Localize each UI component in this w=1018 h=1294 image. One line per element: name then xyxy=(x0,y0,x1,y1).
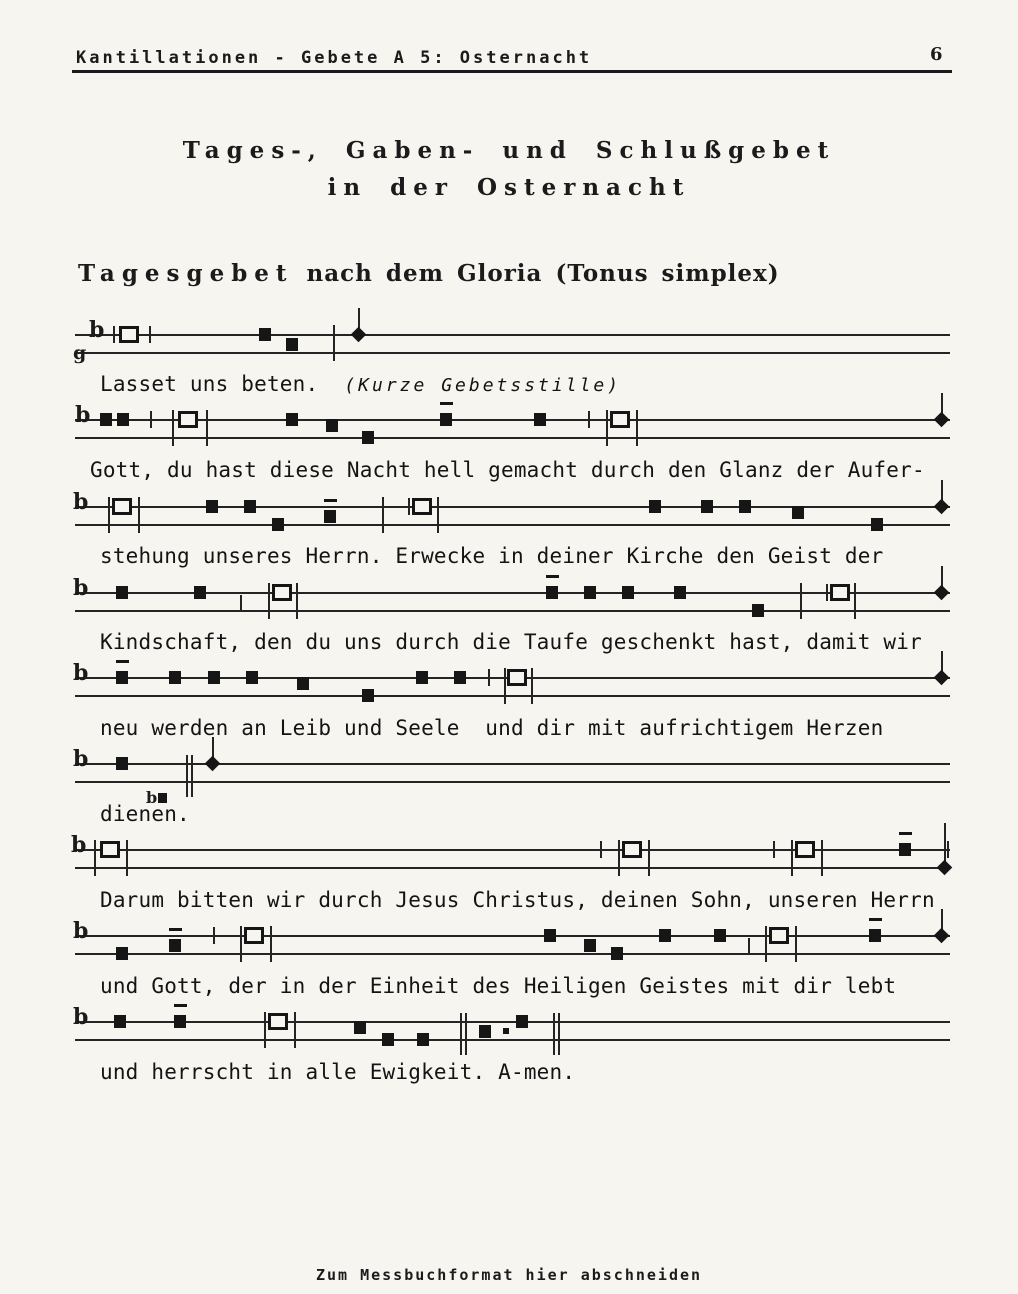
note-square xyxy=(649,500,661,513)
lyric-line: Gott, du hast diese Nacht hell gemacht durch den Glanz der Aufer- xyxy=(90,458,925,482)
note-square xyxy=(792,506,804,519)
note-square xyxy=(659,929,671,942)
barline xyxy=(791,840,793,876)
accent-macron xyxy=(169,928,182,931)
note-square xyxy=(622,586,634,599)
staff-line-top xyxy=(75,592,950,594)
staff-line-top xyxy=(75,935,950,937)
note-square xyxy=(752,604,764,617)
clef-letter-g: g xyxy=(73,342,87,364)
note-square xyxy=(416,671,428,684)
note-square xyxy=(246,671,258,684)
barline xyxy=(636,410,638,446)
staff-line-bottom xyxy=(75,867,950,869)
staff-line-bottom xyxy=(75,352,950,354)
note-square xyxy=(169,671,181,684)
accent-macron xyxy=(324,499,337,502)
note-square xyxy=(440,413,452,426)
double-barline xyxy=(558,1013,560,1055)
flat-sign: b xyxy=(89,317,105,343)
main-title-line2: in der Osternacht xyxy=(327,174,691,201)
barline xyxy=(795,926,797,962)
barline xyxy=(854,583,856,619)
barline xyxy=(606,410,608,446)
barline xyxy=(821,840,823,876)
staff-line-bottom xyxy=(75,1039,950,1041)
staff-system xyxy=(75,733,950,819)
barline xyxy=(138,497,140,533)
barline xyxy=(333,325,335,361)
lyric-line: Lasset uns beten. (Kurze Gebetsstille) xyxy=(100,372,622,396)
flat-sign: b xyxy=(73,918,89,944)
note-square xyxy=(114,1015,126,1028)
note-recitation-open-square xyxy=(795,841,815,858)
note-diamond xyxy=(934,928,950,944)
note-recitation-open-square xyxy=(178,411,198,428)
note-square xyxy=(871,518,883,531)
footer-cut-note: Zum Messbuchformat hier abschneiden xyxy=(315,1266,703,1284)
note-square xyxy=(286,338,298,351)
note-square xyxy=(714,929,726,942)
flat-sign: b xyxy=(73,1004,89,1030)
main-title-line1: Tages-, Gaben- und Schlußgebet xyxy=(182,137,836,164)
page-header-title: Kantillationen - Gebete A 5: Osternacht xyxy=(76,48,593,68)
note-square xyxy=(116,671,128,684)
accent-macron xyxy=(116,660,129,663)
barline xyxy=(437,497,439,533)
barline xyxy=(172,410,174,446)
half-barline xyxy=(773,841,775,858)
staff-line-top xyxy=(75,849,950,851)
section-heading-spaced: Tagesgebet xyxy=(78,260,294,287)
note-square xyxy=(516,1015,528,1028)
staff-line-bottom xyxy=(75,781,950,783)
barline xyxy=(296,583,298,619)
note-square xyxy=(297,677,309,690)
staff-line-top xyxy=(75,1021,950,1023)
note-square xyxy=(362,689,374,702)
double-barline xyxy=(553,1013,555,1055)
quarter-barline xyxy=(240,595,242,612)
main-title xyxy=(0,132,1018,206)
half-barline xyxy=(947,841,949,858)
note-square xyxy=(354,1021,366,1034)
half-barline xyxy=(150,411,152,428)
half-barline xyxy=(113,326,115,343)
staff-line-bottom xyxy=(75,524,950,526)
note-stem xyxy=(944,823,946,863)
barline xyxy=(240,926,242,962)
lyric-line: dienen. xyxy=(100,802,190,826)
quarter-barline xyxy=(748,938,750,955)
note-dot xyxy=(503,1028,509,1034)
note-recitation-open-square xyxy=(119,326,139,343)
barline xyxy=(126,840,128,876)
note-square xyxy=(546,586,558,599)
barline xyxy=(206,410,208,446)
flat-sign: b xyxy=(71,832,87,858)
note-square xyxy=(869,929,881,942)
note-square xyxy=(272,518,284,531)
note-square xyxy=(116,586,128,599)
half-barline xyxy=(826,584,828,601)
lyric-line: Darum bitten wir durch Jesus Christus, deinen Sohn, unseren Herrn xyxy=(100,888,935,912)
flat-sign: b xyxy=(73,575,89,601)
note-square xyxy=(417,1033,429,1046)
lyric-line: neu werden an Leib und Seele und dir mit aufrichtigem Herzen xyxy=(100,716,884,740)
note-diamond xyxy=(351,327,367,343)
note-square xyxy=(674,586,686,599)
staff-line-bottom xyxy=(75,695,950,697)
barline xyxy=(268,583,270,619)
header-rule xyxy=(72,70,952,73)
half-barline xyxy=(149,326,151,343)
note-recitation-open-square xyxy=(507,669,527,686)
note-square xyxy=(326,419,338,432)
note-square xyxy=(382,1033,394,1046)
note-square xyxy=(259,328,271,341)
note-square xyxy=(479,1025,491,1038)
note-recitation-open-square xyxy=(769,927,789,944)
accent-macron xyxy=(440,402,453,405)
note-square xyxy=(206,500,218,513)
accent-macron xyxy=(869,918,882,921)
note-square xyxy=(116,947,128,960)
lyric-line: Kindschaft, den du uns durch die Taufe geschenkt hast, damit wir xyxy=(100,630,922,654)
barline xyxy=(264,1012,266,1048)
note-square xyxy=(100,413,112,426)
note-square xyxy=(739,500,751,513)
alternate-flat-note: b xyxy=(146,790,167,806)
barline xyxy=(765,926,767,962)
note-diamond xyxy=(937,860,953,876)
note-recitation-open-square xyxy=(622,841,642,858)
note-diamond xyxy=(934,499,950,515)
note-diamond xyxy=(934,670,950,686)
section-heading xyxy=(78,260,780,287)
note-recitation-open-square xyxy=(112,498,132,515)
half-barline xyxy=(213,927,215,944)
note-recitation-open-square xyxy=(830,584,850,601)
barline xyxy=(800,583,802,619)
rubric-annotation: (Kurze Gebetsstille) xyxy=(344,375,622,396)
section-heading-rest: nach dem Gloria (Tonus simplex) xyxy=(293,260,780,287)
lyric-line: stehung unseres Herrn. Erwecke in deiner Kirche den Geist der xyxy=(100,544,884,568)
barline xyxy=(648,840,650,876)
barline xyxy=(504,668,506,704)
note-square xyxy=(116,757,128,770)
half-barline xyxy=(408,498,410,515)
note-square xyxy=(534,413,546,426)
page-number: 6 xyxy=(930,44,943,65)
staff-line-bottom xyxy=(75,610,950,612)
note-recitation-open-square xyxy=(272,584,292,601)
double-barline xyxy=(191,755,193,797)
barline xyxy=(531,668,533,704)
note-square xyxy=(899,843,911,856)
note-square xyxy=(362,431,374,444)
note-recitation-open-square xyxy=(610,411,630,428)
note-square xyxy=(454,671,466,684)
note-square xyxy=(701,500,713,513)
note-square xyxy=(194,586,206,599)
flat-sign: b xyxy=(75,402,91,428)
staff-line-top xyxy=(75,334,950,336)
double-barline xyxy=(460,1013,462,1055)
double-barline xyxy=(186,755,188,797)
barline xyxy=(294,1012,296,1048)
lyric-line: und Gott, der in der Einheit des Heiligen Geistes mit dir lebt xyxy=(100,974,897,998)
barline xyxy=(270,926,272,962)
accent-macron xyxy=(546,575,559,578)
barline xyxy=(108,497,110,533)
note-square xyxy=(286,413,298,426)
note-square xyxy=(584,586,596,599)
note-square xyxy=(169,939,181,952)
flat-sign: b xyxy=(73,489,89,515)
half-barline xyxy=(588,411,590,428)
accent-macron xyxy=(174,1004,187,1007)
note-recitation-open-square xyxy=(100,841,120,858)
barline xyxy=(382,497,384,533)
flat-sign: b xyxy=(73,660,89,686)
lyric-line: und herrscht in alle Ewigkeit. A-men. xyxy=(100,1060,576,1084)
note-square xyxy=(117,413,129,426)
note-recitation-open-square xyxy=(412,498,432,515)
accent-macron xyxy=(899,832,912,835)
staff-line-bottom xyxy=(75,953,950,955)
double-barline xyxy=(465,1013,467,1055)
note-square xyxy=(174,1015,186,1028)
note-square xyxy=(244,500,256,513)
barline xyxy=(618,840,620,876)
flat-sign: b xyxy=(73,746,89,772)
note-recitation-open-square xyxy=(244,927,264,944)
note-diamond xyxy=(934,585,950,601)
half-barline xyxy=(488,669,490,686)
barline xyxy=(94,840,96,876)
note-square xyxy=(584,939,596,952)
half-barline xyxy=(600,841,602,858)
note-square xyxy=(544,929,556,942)
note-diamond xyxy=(205,756,221,772)
note-square xyxy=(611,947,623,960)
note-square xyxy=(208,671,220,684)
note-recitation-open-square xyxy=(268,1013,288,1030)
note-diamond xyxy=(934,412,950,428)
note-square xyxy=(324,510,336,523)
